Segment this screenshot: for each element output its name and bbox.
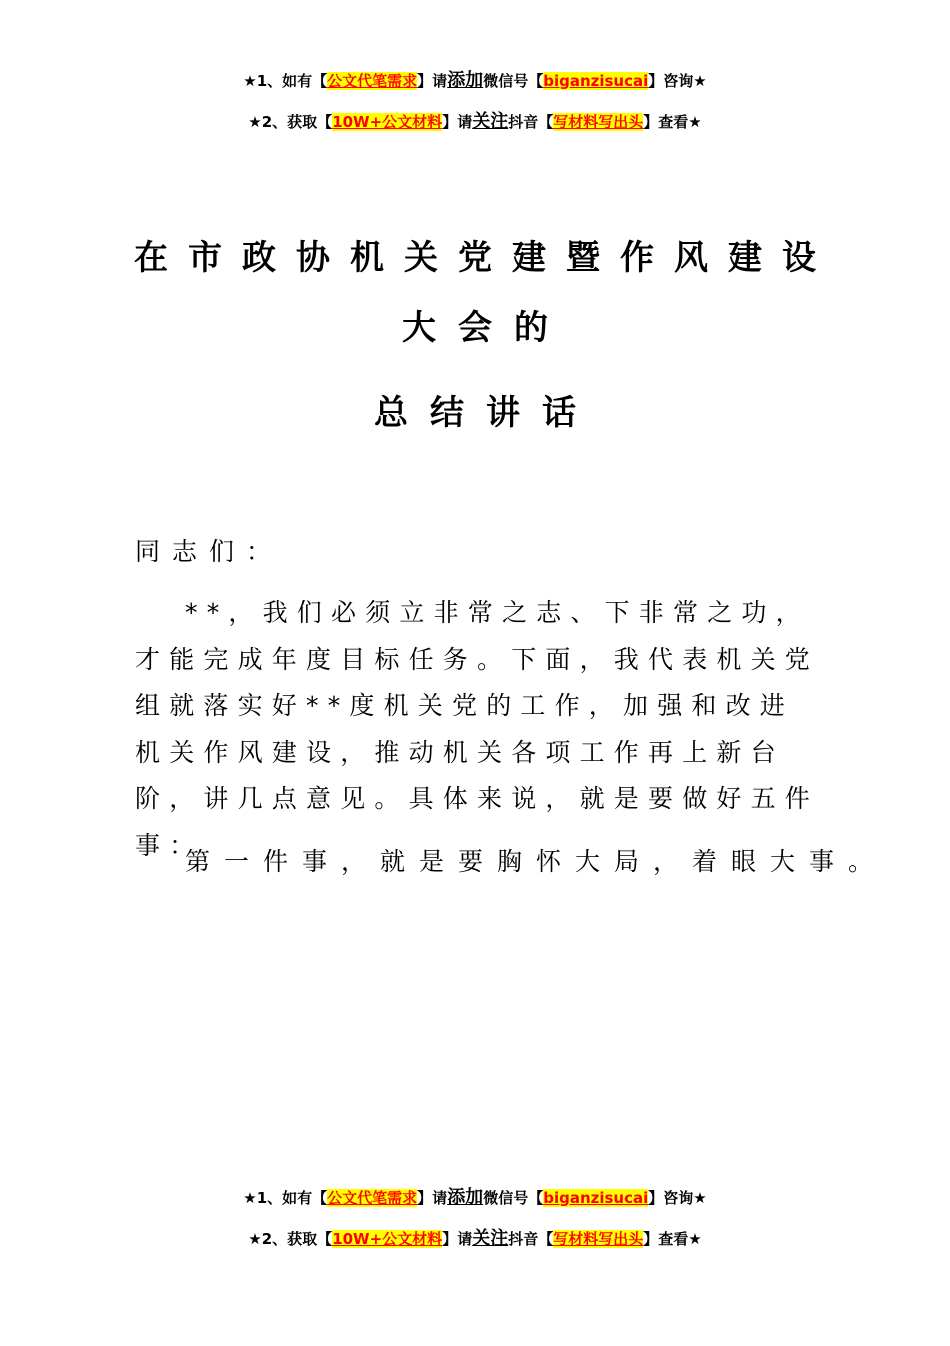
body-paragraph-2: 第一件事，就是要胸怀大局，着眼大事。 [185,847,888,876]
promo-suffix: 】查看★ [643,113,702,131]
promo-text: 微信号【 [483,72,544,90]
promo-emphasis: 添加 [447,70,484,91]
promo-highlight-service: 公文代笔需求 [327,1189,418,1207]
document-title-line-3: 总结讲话 [374,393,598,433]
promo-emphasis: 关注 [472,111,509,132]
promo-highlight-wechat-id: biganzisucai [543,72,649,90]
promo-highlight-service: 公文代笔需求 [327,72,418,90]
document-title-line-1: 在市政协机关党建暨作风建设 [134,238,836,278]
promo-highlight-materials: 10W+公文材料 [332,113,443,131]
promo-highlight-materials: 10W+公文材料 [332,1230,443,1248]
promo-highlight-douyin: 写材料写出头 [553,1230,644,1248]
promo-suffix: 】咨询★ [648,72,707,90]
header-promo-line-2 [0,112,950,132]
promo-text: 】请 [442,1230,473,1248]
promo-prefix: ★2、获取【 [248,1230,333,1248]
salutation: 同志们： [135,537,284,566]
promo-prefix: ★2、获取【 [248,113,333,131]
footer-promo-line-1 [0,1188,950,1208]
promo-text: 抖音【 [508,1230,554,1248]
promo-emphasis: 关注 [472,1228,509,1249]
promo-emphasis: 添加 [447,1187,484,1208]
promo-text: 】请 [442,113,473,131]
document-title-line-2: 大会的 [402,308,570,348]
promo-text: 】请 [417,72,448,90]
promo-prefix: ★1、如有【 [243,72,328,90]
promo-text: 抖音【 [508,113,554,131]
promo-text: 微信号【 [483,1189,544,1207]
promo-text: 】请 [417,1189,448,1207]
promo-suffix: 】查看★ [643,1230,702,1248]
promo-suffix: 】咨询★ [648,1189,707,1207]
promo-highlight-wechat-id: biganzisucai [543,1189,649,1207]
promo-prefix: ★1、如有【 [243,1189,328,1207]
body-paragraph-1: **，我们必须立非常之志、下非常之功，才能完成年度目标任务。下面，我代表机关党组就落实好**度机关党的工作，加强和改进机关作风建设，推动机关各项工作再上新台阶，讲几点意见。具体来说，就是要做好五件事： [135,598,820,860]
promo-highlight-douyin: 写材料写出头 [553,113,644,131]
footer-promo-line-2 [0,1229,950,1249]
header-promo-line-1 [0,71,950,91]
